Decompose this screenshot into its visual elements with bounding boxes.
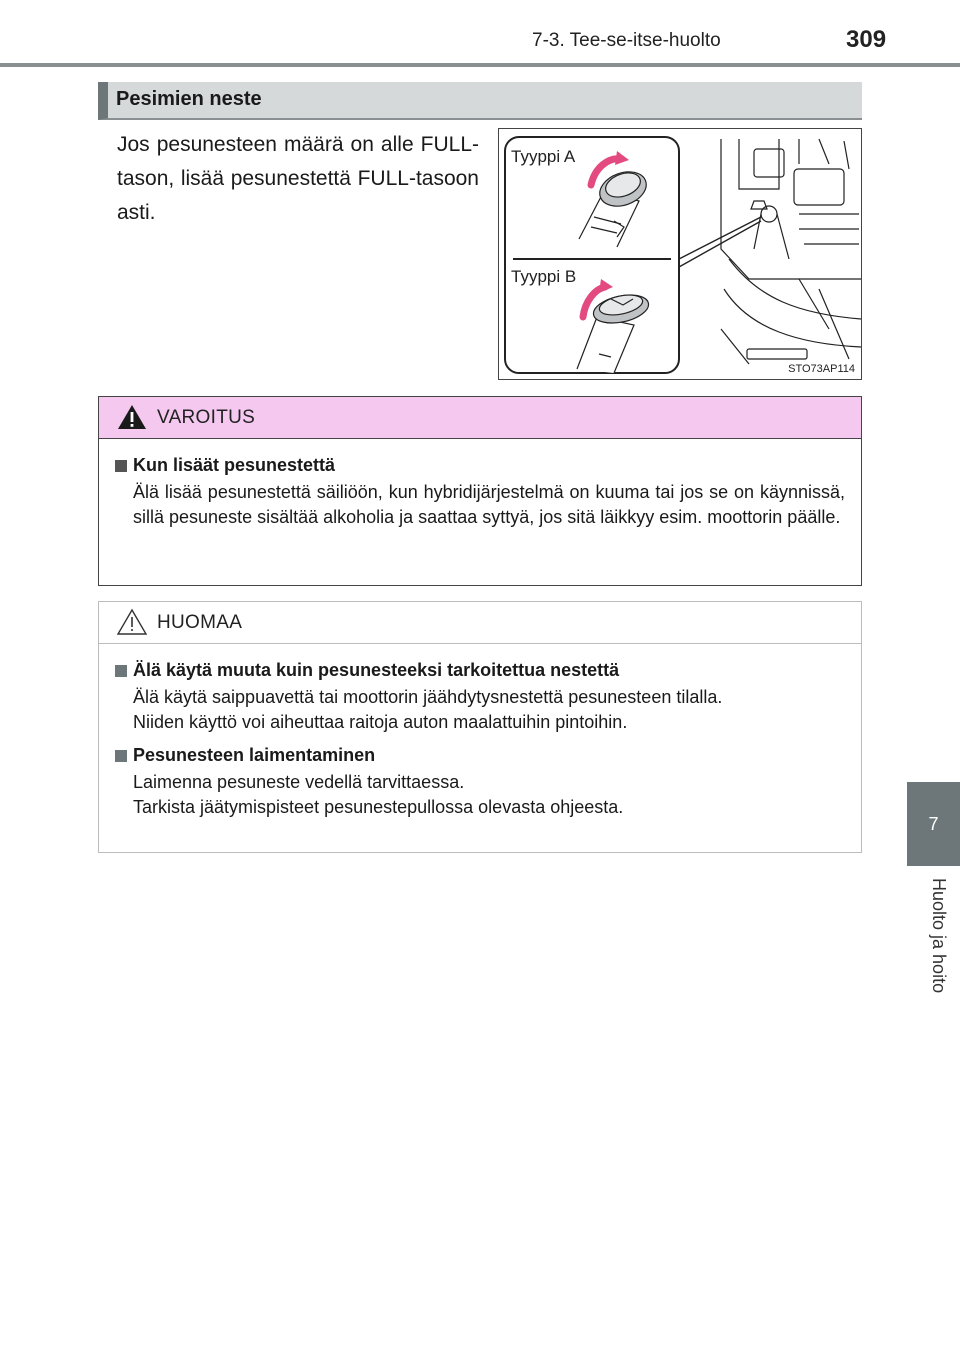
figure-label-type-a: Tyyppi A	[511, 147, 576, 166]
caution-triangle-outline-icon	[117, 608, 147, 636]
chapter-tab	[907, 782, 960, 866]
section-title-bar	[98, 82, 862, 120]
warning-item-title: Kun lisäät pesunestettä	[115, 455, 845, 476]
notice-body	[99, 644, 861, 820]
notice-item-title: Pesunesteen laimentaminen	[115, 745, 845, 766]
notice-box	[98, 601, 862, 853]
page-number: 309	[846, 26, 887, 53]
warning-heading: VAROITUS	[157, 407, 256, 428]
chapter-label: Huolto ja hoito	[929, 878, 949, 994]
washer-fluid-figure	[498, 128, 862, 380]
notice-item-text: Älä käytä saippuavettä tai moottorin jäähdytysnestettä pesunesteen tilalla. Niiden käyttö voi aiheuttaa raitoja auton maalattuihin pintoihin.	[133, 687, 723, 732]
figure-code: STO73AP114	[788, 363, 855, 375]
square-bullet-icon	[115, 750, 127, 762]
notice-heading: HUOMAA	[157, 612, 243, 633]
section-header: 7-3. Tee-se-itse-huolto	[532, 30, 721, 51]
warning-body	[99, 439, 861, 530]
warning-box	[98, 396, 862, 586]
chapter-number: 7	[928, 813, 939, 834]
warning-triangle-icon	[117, 403, 147, 431]
intro-paragraph: Jos pesunesteen määrä on alle FULL-tason, lisää pesunestettä FULL-tasoon asti.	[117, 133, 479, 224]
warning-item-text: Älä lisää pesunestettä säiliöön, kun hybridijärjestelmä on kuuma tai jos se on käynnissä, sillä pesuneste sisältää alkoholia ja saattaa syttyä, jos sitä läikkyy esim. moottorin päälle.	[133, 482, 845, 527]
notice-item-title: Älä käytä muuta kuin pesunesteeksi tarkoitettua nestettä	[115, 660, 845, 681]
header-rule	[0, 63, 960, 67]
square-bullet-icon	[115, 460, 127, 472]
square-bullet-icon	[115, 665, 127, 677]
section-title: Pesimien neste	[116, 88, 262, 110]
warning-header	[99, 397, 861, 439]
figure-label-type-b: Tyyppi B	[511, 267, 577, 286]
notice-item-text: Laimenna pesuneste vedellä tarvittaessa. Tarkista jäätymispisteet pesunestepullossa olevasta ohjeesta.	[133, 772, 624, 817]
notice-header	[99, 602, 861, 644]
